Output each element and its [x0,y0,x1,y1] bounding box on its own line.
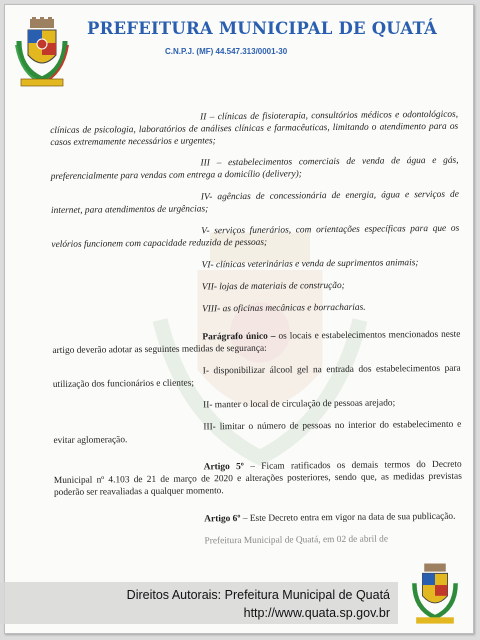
coat-of-arms-icon [13,17,71,89]
artigo-5-label: Artigo 5º [203,461,244,473]
item-viii: VIII- as oficinas mecânicas e borracharias. [202,302,366,315]
signature-date-line: Prefeitura Municipal de Quatá, em 02 de abril de [204,534,389,547]
item-iii: III – estabelecimentos comerciais de venda de água e gás, preferencialmente para vendas com entrega a domicílio (delivery); [50,155,459,182]
artigo-6 [54,511,462,527]
medida-iii: III- limitar o número de pessoas no interior do estabelecimento e evitar aglomeração. [53,419,462,446]
medida-i: I- disponibilizar álcool gel na entrada dos estabelecimentos para utilização dos funcionários e clientes; [52,363,461,390]
item-vi: VI- clínicas veterinárias e venda de suprimentos animais; [201,258,419,271]
item-iv: IV- agências de concessionária de energia, água e serviços de internet, para atendimentos de urgências; [50,189,459,216]
paragrafo-unico-text: os locais e estabelecimentos mencionados neste artigo deverão adotar as seguintes medidas de segurança: [52,329,461,356]
item-ii: II – clínicas de fisioterapia, consultórios médicos e odontológicos, clínicas de psicologia, laboratórios de análises clínicas e farmacêuticas, limitando o atendimento para os casos extremamente necessários e urgentes; [50,109,459,148]
document-page [4,4,474,634]
artigo-5 [54,459,462,499]
artigo-5-text: – Ficam ratificados os demais termos do Decreto Municipal nº 4.103 de 21 de março de 2020 e alterações posteriores, sendo que, as medidas previstas poderão ser reavaliadas a qualquer momento. [53,459,462,498]
page-title: PREFEITURA MUNICIPAL DE QUATÁ [87,19,438,38]
item-vii: VII- lojas de materiais de construção; [201,280,345,293]
copyright-text: Direitos Autorais: Prefeitura Municipal de Quatá [126,588,390,602]
website-link[interactable]: http://www.quata.sp.gov.br [243,606,390,620]
decree-body [50,109,463,559]
item-v: V- serviços funerários, com orientações específicas para que os velórios funcionem com capacidade reduzida de pessoas; [51,223,460,250]
paragrafo-unico [52,329,460,357]
medida-ii: II- manter o local de circulação de pessoas arejado; [203,398,396,411]
artigo-6-label: Artigo 6º [204,514,241,525]
cnpj-label: C.N.P.J. (MF) 44.547.313/0001-30 [165,47,288,56]
artigo-6-text: – Este Decreto entra em vigor na data de sua publicação. [240,511,456,525]
coat-of-arms-icon [409,561,461,627]
paragrafo-unico-label: Parágrafo único – [202,331,276,343]
